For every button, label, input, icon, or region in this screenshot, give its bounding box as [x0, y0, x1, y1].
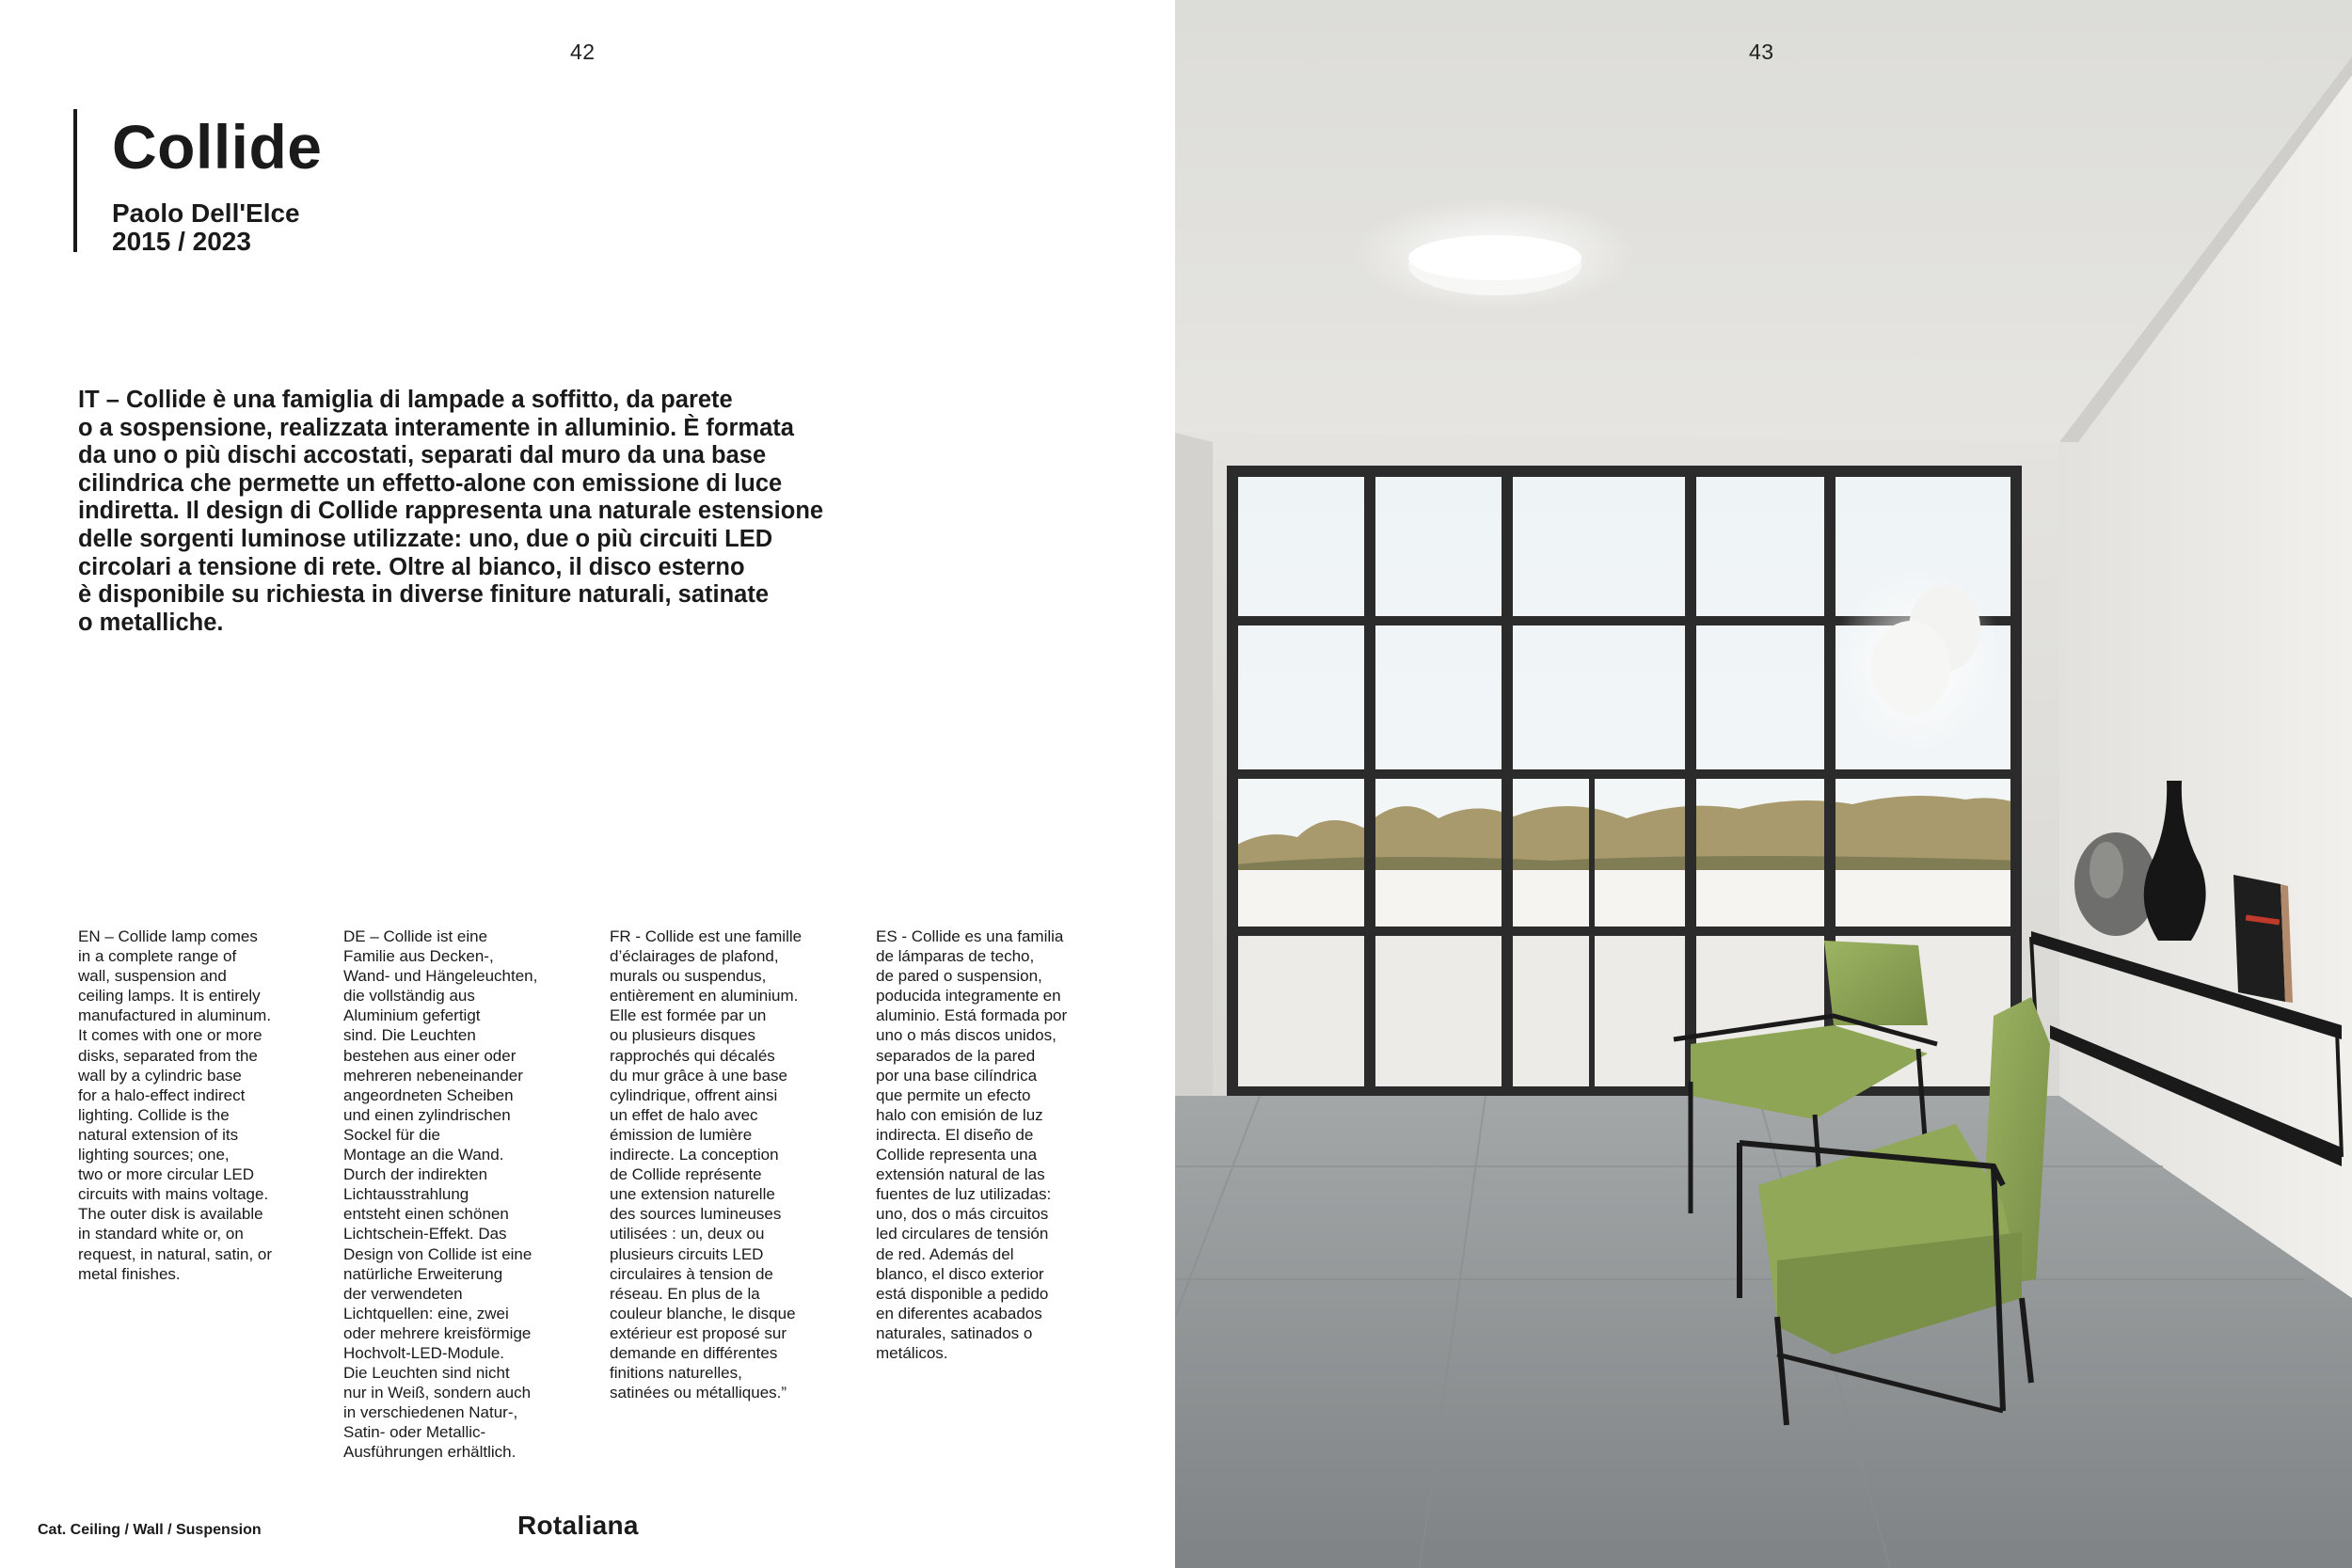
column-line: entsteht einen schönen: [343, 1205, 509, 1224]
column-line: manufactured in aluminum.: [78, 1006, 272, 1025]
right-page-photo: [1175, 0, 2352, 1568]
column-line: ceiling lamps. It is entirely: [78, 987, 261, 1006]
column-line: in a complete range of: [78, 947, 237, 966]
column-line: EN – Collide lamp comes: [78, 927, 258, 945]
product-years: 2015 / 2023: [112, 227, 251, 256]
column-line: por una base cilíndrica: [876, 1066, 1038, 1085]
column-line: Aluminium gefertigt: [343, 1006, 481, 1025]
column-line: ou plusieurs disques: [610, 1026, 755, 1045]
column-line: led circulares de tensión: [876, 1225, 1049, 1243]
column-line: Durch der indirekten: [343, 1165, 488, 1184]
column-line: wall, suspension and: [78, 967, 227, 986]
intro-line: cilindrica che permette un effetto-alone con emissione di luce: [78, 469, 783, 497]
book: [2233, 875, 2285, 1002]
column-line: circulaires à tension de: [610, 1264, 773, 1283]
intro-line: da uno o più dischi accostati, separati dal muro da una base: [78, 442, 767, 469]
column-line: FR - Collide est une famille: [610, 927, 803, 945]
column-line: natürliche Erweiterung: [343, 1264, 503, 1283]
column-line: aluminio. Está formada por: [876, 1006, 1068, 1025]
column-line: utilisées : un, deux ou: [610, 1225, 765, 1243]
page-number-left: 42: [570, 40, 596, 64]
title-accent-bar: [73, 109, 77, 252]
column-line: oder mehrere kreisförmige: [343, 1323, 532, 1342]
column-line: des sources lumineuses: [610, 1205, 782, 1224]
column-english: [78, 927, 272, 1284]
column-line: Elle est formée par un: [610, 1006, 767, 1025]
intro-line: delle sorgenti luminose utilizzate: uno, due o più circuiti LED: [78, 525, 773, 552]
designer-name: Paolo Dell'Elce: [112, 198, 300, 228]
column-line: halo con emisión de luz: [876, 1105, 1043, 1124]
column-line: émission de lumière: [610, 1125, 753, 1144]
column-line: in standard white or, on: [78, 1225, 244, 1243]
column-line: Wand- und Hängeleuchten,: [343, 967, 538, 986]
column-line: de Collide représente: [610, 1165, 762, 1184]
column-line: sind. Die Leuchten: [343, 1026, 476, 1045]
column-line: Sockel für die: [343, 1125, 440, 1144]
brand-logo: Rotaliana: [517, 1511, 639, 1540]
column-line: angeordneten Scheiben: [343, 1085, 514, 1104]
intro-line: è disponibile su richiesta in diverse finiture naturali, satinate: [78, 581, 770, 609]
column-line: wall by a cylindric base: [78, 1066, 242, 1085]
column-line: separados de la pared: [876, 1046, 1036, 1065]
column-line: extérieur est proposé sur: [610, 1323, 787, 1342]
footer-category: Cat. Ceiling / Wall / Suspension: [38, 1522, 262, 1538]
column-line: bestehen aus einer oder: [343, 1046, 516, 1065]
column-line: Familie aus Decken-,: [343, 947, 494, 966]
column-line: metálicos.: [876, 1343, 948, 1362]
column-german: [343, 927, 537, 1463]
column-line: poducida integramente en: [876, 987, 1061, 1006]
column-line: Die Leuchten sind nicht: [343, 1364, 510, 1383]
column-line: Satin- oder Metallic-: [343, 1423, 486, 1442]
column-line: une extension naturelle: [610, 1185, 775, 1204]
column-line: blanco, el disco exterior: [876, 1264, 1044, 1283]
column-line: d’éclairages de plafond,: [610, 947, 779, 966]
column-line: murals ou suspendus,: [610, 967, 767, 986]
column-line: Montage an die Wand.: [343, 1146, 504, 1164]
product-title: Collide: [112, 112, 323, 182]
column-line: Lichtquellen: eine, zwei: [343, 1304, 509, 1323]
room-photo: [1175, 0, 2352, 1568]
column-line: request, in natural, satin, or: [78, 1244, 273, 1263]
column-line: Ausführungen erhältlich.: [343, 1443, 516, 1462]
column-line: couleur blanche, le disque: [610, 1304, 796, 1323]
column-line: de lámparas de techo,: [876, 947, 1035, 966]
column-line: der verwendeten: [343, 1284, 463, 1303]
column-line: Lichtschein-Effekt. Das: [343, 1225, 507, 1243]
column-line: du mur grâce à une base: [610, 1066, 788, 1085]
column-line: nur in Weiß, sondern auch: [343, 1384, 532, 1402]
column-line: It comes with one or more: [78, 1026, 262, 1045]
column-line: entièrement en aluminium.: [610, 987, 799, 1006]
column-line: in verschiedenen Natur-,: [343, 1403, 518, 1422]
column-line: The outer disk is available: [78, 1205, 263, 1224]
column-line: naturales, satinados o: [876, 1323, 1033, 1342]
column-line: lighting. Collide is the: [78, 1105, 230, 1124]
column-line: réseau. En plus de la: [610, 1284, 760, 1303]
column-line: fuentes de luz utilizadas:: [876, 1185, 1052, 1204]
column-line: un effet de halo avec: [610, 1105, 758, 1124]
column-line: que permite un efecto: [876, 1085, 1031, 1104]
column-line: plusieurs circuits LED: [610, 1244, 764, 1263]
column-line: Design von Collide ist eine: [343, 1244, 532, 1263]
column-line: satinées ou métalliques.”: [610, 1384, 787, 1402]
column-line: two or more circular LED: [78, 1165, 255, 1184]
column-line: ES - Collide es una familia: [876, 927, 1064, 945]
intro-italian: [78, 387, 906, 637]
column-line: lighting sources; one,: [78, 1146, 230, 1164]
column-line: metal finishes.: [78, 1264, 181, 1283]
column-line: und einen zylindrischen: [343, 1105, 511, 1124]
column-line: uno, dos o más circuitos: [876, 1205, 1049, 1224]
column-line: indirecta. El diseño de: [876, 1125, 1034, 1144]
column-line: extensión natural de las: [876, 1165, 1045, 1184]
page-number-right: 43: [1749, 40, 1774, 64]
column-line: de red. Además del: [876, 1244, 1014, 1263]
column-line: demande en différentes: [610, 1343, 778, 1362]
intro-line: circolari a tensione di rete. Oltre al bianco, il disco esterno: [78, 553, 745, 580]
intro-line: o metalliche.: [78, 609, 224, 636]
column-line: en diferentes acabados: [876, 1304, 1042, 1323]
column-line: for a halo-effect indirect: [78, 1085, 246, 1104]
column-line: mehreren nebeneinander: [343, 1066, 523, 1085]
column-line: DE – Collide ist eine: [343, 927, 488, 945]
column-line: Lichtausstrahlung: [343, 1185, 469, 1204]
column-spanish: [876, 927, 1067, 1363]
column-line: finitions naturelles,: [610, 1364, 742, 1383]
left-page: [0, 0, 1175, 1568]
column-line: disks, separated from the: [78, 1046, 258, 1065]
column-line: indirecte. La conception: [610, 1146, 779, 1164]
column-line: Hochvolt-LED-Module.: [343, 1343, 505, 1362]
column-line: Collide representa una: [876, 1146, 1038, 1164]
intro-line: o a sospensione, realizzata interamente in alluminio. È formata: [78, 414, 794, 441]
column-line: natural extension of its: [78, 1125, 239, 1144]
intro-line: IT – Collide è una famiglia di lampade a soffitto, da parete: [78, 387, 733, 413]
intro-line: indiretta. Il design di Collide rappresenta una naturale estensione: [78, 498, 824, 525]
column-line: cylindrique, offrent ainsi: [610, 1085, 778, 1104]
left-wall-edge: [1175, 433, 1213, 1119]
wall-lamp-disc-lower: [1871, 621, 1950, 715]
column-line: die vollständig aus: [343, 987, 475, 1006]
column-line: uno o más discos unidos,: [876, 1026, 1057, 1045]
column-line: está disponible a pedido: [876, 1284, 1049, 1303]
column-line: rapprochés qui décalés: [610, 1046, 775, 1065]
column-line: circuits with mains voltage.: [78, 1185, 269, 1204]
column-line: de pared o suspension,: [876, 967, 1042, 986]
column-french: [610, 927, 802, 1402]
